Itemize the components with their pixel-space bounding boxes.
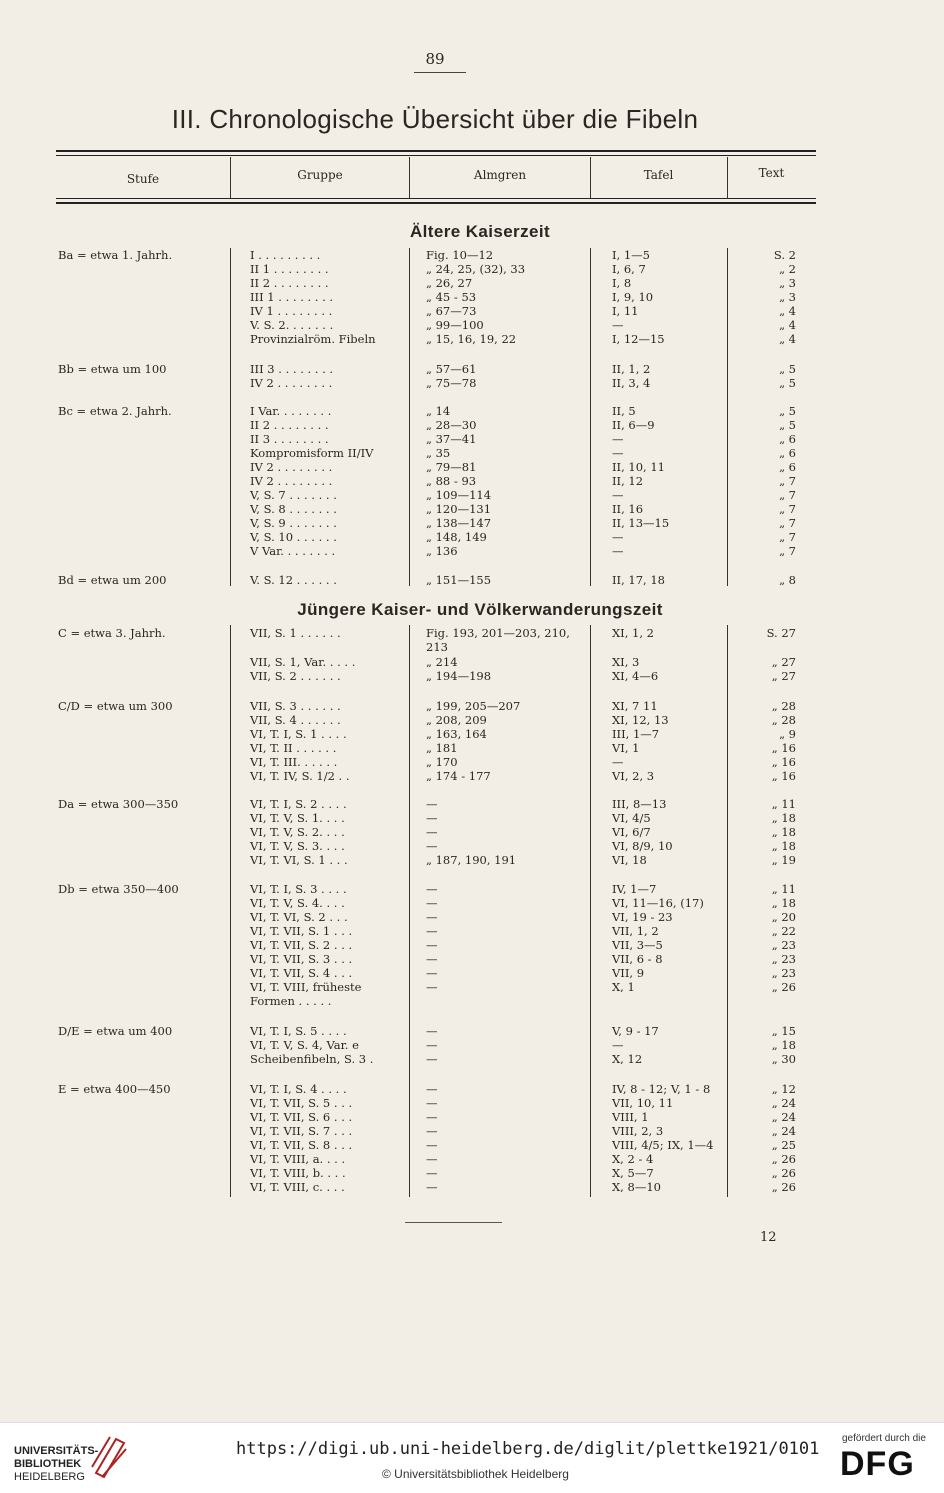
cell-tafel: VI, 11—16, (17) bbox=[612, 896, 704, 910]
cell-text: „ 22 bbox=[771, 924, 796, 938]
cell-almgren: — bbox=[426, 896, 438, 910]
cell-tafel: — bbox=[612, 530, 624, 544]
cell-almgren: — bbox=[426, 1166, 438, 1180]
cell-tafel: I, 8 bbox=[612, 276, 632, 290]
cell-almgren: — bbox=[426, 839, 438, 853]
cell-gruppe: I Var. . . . . . . . bbox=[250, 404, 332, 418]
cell-gruppe: VII, S. 1 . . . . . . bbox=[250, 626, 341, 640]
cell-text: „ 16 bbox=[771, 769, 796, 783]
cell-text: „ 18 bbox=[771, 811, 796, 825]
cell-almgren: — bbox=[426, 1096, 438, 1110]
library-line-2: BIBLIOTHEK bbox=[14, 1458, 82, 1470]
cell-stufe: Bd = etwa um 200 bbox=[58, 573, 167, 587]
cell-gruppe: VI, T. I, S. 3 . . . . bbox=[250, 882, 347, 896]
cell-tafel: II, 5 bbox=[612, 404, 636, 418]
cell-tafel: — bbox=[612, 446, 624, 460]
cell-gruppe: VI, T. V, S. 3. . . . bbox=[250, 839, 345, 853]
cell-text: „ 5 bbox=[779, 362, 796, 376]
cell-gruppe: VII, S. 4 . . . . . . bbox=[250, 713, 341, 727]
cell-almgren: „ 151—155 bbox=[426, 573, 492, 587]
cell-text: „ 7 bbox=[779, 544, 796, 558]
body-vsep-2a bbox=[409, 248, 410, 586]
cell-almgren: — bbox=[426, 1110, 438, 1124]
cell-almgren: „ 214 bbox=[426, 655, 458, 669]
cell-gruppe: V. S. 12 . . . . . . bbox=[250, 573, 337, 587]
col-header-gruppe: Gruppe bbox=[297, 168, 343, 182]
cell-text: „ 4 bbox=[779, 304, 796, 318]
cell-gruppe: V, S. 7 . . . . . . . bbox=[250, 488, 337, 502]
cell-gruppe: II 2 . . . . . . . . bbox=[250, 276, 329, 290]
cell-almgren: „ 57—61 bbox=[426, 362, 477, 376]
library-line-1: UNIVERSITÄTS- bbox=[14, 1445, 99, 1457]
cell-text: „ 6 bbox=[779, 446, 796, 460]
cell-tafel: VIII, 2, 3 bbox=[612, 1124, 664, 1138]
cell-text: „ 18 bbox=[771, 896, 796, 910]
cell-stufe: E = etwa 400—450 bbox=[58, 1082, 171, 1096]
cell-text: „ 23 bbox=[771, 952, 796, 966]
cell-gruppe: VII, S. 3 . . . . . . bbox=[250, 699, 341, 713]
cell-tafel: — bbox=[612, 488, 624, 502]
cell-gruppe: VI, T. VII, S. 6 . . . bbox=[250, 1110, 353, 1124]
cell-almgren: — bbox=[426, 1138, 438, 1152]
cell-text: „ 26 bbox=[771, 980, 796, 994]
cell-almgren: — bbox=[426, 882, 438, 896]
cell-tafel: II, 16 bbox=[612, 502, 644, 516]
cell-tafel: II, 17, 18 bbox=[612, 573, 665, 587]
cell-text: „ 15 bbox=[771, 1024, 796, 1038]
cell-text: „ 23 bbox=[771, 966, 796, 980]
cell-gruppe: VII, S. 1, Var. . . . . bbox=[250, 655, 356, 669]
cell-gruppe: VI, T. VII, S. 7 . . . bbox=[250, 1124, 353, 1138]
cell-text: S. 2 bbox=[773, 248, 796, 262]
cell-gruppe: VI, T. III. . . . . . bbox=[250, 755, 338, 769]
signature-number: 12 bbox=[760, 1230, 777, 1245]
cell-almgren: „ 163, 164 bbox=[426, 727, 487, 741]
body-vsep-1a bbox=[230, 248, 231, 586]
cell-tafel: II, 13—15 bbox=[612, 516, 670, 530]
cell-gruppe: Scheibenfibeln, S. 3 . bbox=[250, 1052, 374, 1066]
cell-tafel: II, 3, 4 bbox=[612, 376, 651, 390]
cell-gruppe: VI, T. VI, S. 2 . . . bbox=[250, 910, 348, 924]
cell-gruppe: VI, T. VIII, a. . . . bbox=[250, 1152, 346, 1166]
cell-text: „ 3 bbox=[779, 276, 796, 290]
cell-text: „ 7 bbox=[779, 530, 796, 544]
cell-tafel: VI, 8/9, 10 bbox=[612, 839, 673, 853]
cell-almgren: Fig. 193, 201—203, 210, bbox=[426, 626, 570, 640]
cell-stufe: C/D = etwa um 300 bbox=[58, 699, 173, 713]
cell-text: „ 20 bbox=[771, 910, 796, 924]
cell-almgren: „ 26, 27 bbox=[426, 276, 473, 290]
cell-gruppe: VI, T. VII, S. 8 . . . bbox=[250, 1138, 353, 1152]
cell-tafel: VII, 1, 2 bbox=[612, 924, 659, 938]
cell-tafel: VI, 6/7 bbox=[612, 825, 651, 839]
cell-tafel: VI, 18 bbox=[612, 853, 647, 867]
cell-text: „ 5 bbox=[779, 376, 796, 390]
cell-tafel: — bbox=[612, 1038, 624, 1052]
cell-almgren: „ 170 bbox=[426, 755, 458, 769]
cell-tafel: II, 6—9 bbox=[612, 418, 655, 432]
cell-almgren: „ 109—114 bbox=[426, 488, 492, 502]
cell-text: „ 16 bbox=[771, 741, 796, 755]
cell-stufe: D/E = etwa um 400 bbox=[58, 1024, 173, 1038]
header-vsep-1 bbox=[230, 157, 231, 199]
header-bottom-rule-thick bbox=[56, 202, 816, 204]
cell-almgren: — bbox=[426, 1024, 438, 1038]
body-vsep-2b bbox=[409, 625, 410, 1197]
cell-tafel: XI, 4—6 bbox=[612, 669, 659, 683]
cell-text: „ 4 bbox=[779, 332, 796, 346]
cell-gruppe: IV 2 . . . . . . . . bbox=[250, 474, 333, 488]
cell-tafel: X, 12 bbox=[612, 1052, 643, 1066]
cell-gruppe: III 3 . . . . . . . . bbox=[250, 362, 334, 376]
cell-tafel: I, 1—5 bbox=[612, 248, 650, 262]
cell-gruppe: VI, T. VII, S. 2 . . . bbox=[250, 938, 353, 952]
cell-gruppe: VI, T. VI, S. 1 . . . bbox=[250, 853, 348, 867]
cell-text: „ 27 bbox=[771, 655, 796, 669]
cell-almgren: — bbox=[426, 1038, 438, 1052]
cell-gruppe: Formen . . . . . bbox=[250, 994, 332, 1008]
cell-gruppe: VI, T. I, S. 1 . . . . bbox=[250, 727, 347, 741]
cell-almgren: — bbox=[426, 980, 438, 994]
cell-almgren: „ 194—198 bbox=[426, 669, 492, 683]
cell-text: „ 16 bbox=[771, 755, 796, 769]
body-vsep-3a bbox=[590, 248, 591, 586]
cell-tafel: III, 8—13 bbox=[612, 797, 667, 811]
cell-tafel: IV, 8 - 12; V, 1 - 8 bbox=[612, 1082, 711, 1096]
cell-tafel: II, 12 bbox=[612, 474, 644, 488]
cell-gruppe: VI, T. IV, S. 1/2 . . bbox=[250, 769, 350, 783]
cell-text: „ 28 bbox=[771, 699, 796, 713]
cell-gruppe: II 3 . . . . . . . . bbox=[250, 432, 329, 446]
cell-text: „ 7 bbox=[779, 474, 796, 488]
cell-tafel: — bbox=[612, 544, 624, 558]
cell-text: „ 19 bbox=[771, 853, 796, 867]
cell-text: „ 26 bbox=[771, 1152, 796, 1166]
col-header-tafel: Tafel bbox=[643, 168, 674, 182]
cell-almgren: — bbox=[426, 825, 438, 839]
cell-text: „ 18 bbox=[771, 1038, 796, 1052]
cell-text: „ 11 bbox=[771, 882, 796, 896]
cell-text: „ 7 bbox=[779, 516, 796, 530]
cell-almgren: „ 120—131 bbox=[426, 502, 492, 516]
cell-tafel: VI, 1 bbox=[612, 741, 640, 755]
cell-almgren: — bbox=[426, 1052, 438, 1066]
cell-text: „ 6 bbox=[779, 432, 796, 446]
cell-tafel: VII, 9 bbox=[612, 966, 645, 980]
header-bottom-rule-thin bbox=[56, 198, 816, 199]
cell-text: „ 23 bbox=[771, 938, 796, 952]
cell-text: „ 26 bbox=[771, 1166, 796, 1180]
col-header-text: Text bbox=[758, 166, 785, 180]
cell-almgren: „ 148, 149 bbox=[426, 530, 487, 544]
cell-tafel: III, 1—7 bbox=[612, 727, 660, 741]
cell-almgren: „ 187, 190, 191 bbox=[426, 853, 517, 867]
cell-tafel: XI, 1, 2 bbox=[612, 626, 654, 640]
cell-almgren: „ 174 - 177 bbox=[426, 769, 491, 783]
cell-tafel: — bbox=[612, 432, 624, 446]
cell-gruppe: VI, T. VIII, früheste bbox=[250, 980, 362, 994]
cell-gruppe: III 1 . . . . . . . . bbox=[250, 290, 334, 304]
cell-almgren: — bbox=[426, 1082, 438, 1096]
cell-tafel: — bbox=[612, 318, 624, 332]
header-vsep-4 bbox=[727, 157, 728, 199]
cell-gruppe: IV 2 . . . . . . . . bbox=[250, 460, 333, 474]
cell-tafel: X, 5—7 bbox=[612, 1166, 654, 1180]
cell-gruppe: VII, S. 2 . . . . . . bbox=[250, 669, 341, 683]
cell-text: „ 28 bbox=[771, 713, 796, 727]
cell-gruppe: II 2 . . . . . . . . bbox=[250, 418, 329, 432]
cell-gruppe: V, S. 9 . . . . . . . bbox=[250, 516, 337, 530]
cell-text: „ 12 bbox=[771, 1082, 796, 1096]
cell-almgren: „ 37—41 bbox=[426, 432, 477, 446]
cell-almgren: Fig. 10—12 bbox=[426, 248, 494, 262]
viewer-footer bbox=[0, 1422, 944, 1493]
cell-gruppe: VI, T. VII, S. 4 . . . bbox=[250, 966, 353, 980]
cell-gruppe: IV 1 . . . . . . . . bbox=[250, 304, 333, 318]
cell-text: „ 24 bbox=[771, 1096, 796, 1110]
cell-tafel: V, 9 - 17 bbox=[612, 1024, 659, 1038]
cell-text: „ 30 bbox=[771, 1052, 796, 1066]
cell-almgren: „ 181 bbox=[426, 741, 458, 755]
cell-text: „ 18 bbox=[771, 825, 796, 839]
cell-tafel: VI, 19 - 23 bbox=[612, 910, 673, 924]
cell-text: „ 18 bbox=[771, 839, 796, 853]
funded-by-label: gefördert durch die bbox=[842, 1433, 926, 1444]
cell-stufe: Ba = etwa 1. Jahrh. bbox=[58, 248, 173, 262]
cell-tafel: VII, 3—5 bbox=[612, 938, 663, 952]
cell-gruppe: VI, T. VII, S. 5 . . . bbox=[250, 1096, 353, 1110]
cell-almgren: „ 208, 209 bbox=[426, 713, 487, 727]
section-heading-aeltere-kaiserzeit: Ältere Kaiserzeit bbox=[409, 222, 551, 241]
cell-gruppe: VI, T. II . . . . . . bbox=[250, 741, 337, 755]
cell-tafel: XI, 12, 13 bbox=[612, 713, 669, 727]
cell-almgren: — bbox=[426, 952, 438, 966]
body-vsep-4a bbox=[727, 248, 728, 586]
cell-text: „ 9 bbox=[779, 727, 796, 741]
cell-tafel: I, 12—15 bbox=[612, 332, 665, 346]
cell-almgren: „ 67—73 bbox=[426, 304, 477, 318]
cell-tafel: IV, 1—7 bbox=[612, 882, 657, 896]
page-number: 89 bbox=[425, 50, 445, 68]
cell-gruppe: VI, T. VIII, b. . . . bbox=[250, 1166, 346, 1180]
cell-tafel: XI, 7 11 bbox=[612, 699, 658, 713]
cell-gruppe: VI, T. VII, S. 3 . . . bbox=[250, 952, 353, 966]
cell-text: „ 6 bbox=[779, 460, 796, 474]
cell-text: „ 7 bbox=[779, 488, 796, 502]
cell-gruppe: VI, T. V, S. 4. . . . bbox=[250, 896, 345, 910]
cell-almgren: „ 45 - 53 bbox=[426, 290, 477, 304]
cell-almgren: „ 79—81 bbox=[426, 460, 477, 474]
cell-gruppe: IV 2 . . . . . . . . bbox=[250, 376, 333, 390]
cell-almgren: — bbox=[426, 797, 438, 811]
cell-text: „ 7 bbox=[779, 502, 796, 516]
cell-text: „ 5 bbox=[779, 418, 796, 432]
body-vsep-3b bbox=[590, 625, 591, 1197]
dfg-logo[interactable]: DFG bbox=[840, 1445, 915, 1483]
cell-tafel: — bbox=[612, 755, 624, 769]
col-header-stufe: Stufe bbox=[126, 172, 160, 186]
cell-almgren: — bbox=[426, 1124, 438, 1138]
cell-tafel: I, 11 bbox=[612, 304, 639, 318]
cell-almgren: „ 15, 16, 19, 22 bbox=[426, 332, 517, 346]
cell-almgren: 213 bbox=[426, 640, 448, 654]
cell-gruppe: Provinzialröm. Fibeln bbox=[250, 332, 376, 346]
cell-almgren: „ 136 bbox=[426, 544, 458, 558]
cell-almgren: „ 28—30 bbox=[426, 418, 477, 432]
cell-text: „ 27 bbox=[771, 669, 796, 683]
cell-gruppe: VI, T. V, S. 2. . . . bbox=[250, 825, 345, 839]
cell-almgren: „ 88 - 93 bbox=[426, 474, 477, 488]
cell-stufe: Bc = etwa 2. Jahrh. bbox=[58, 404, 172, 418]
cell-gruppe: V Var. . . . . . . . bbox=[250, 544, 336, 558]
cell-almgren: „ 35 bbox=[426, 446, 451, 460]
cell-tafel: X, 2 - 4 bbox=[612, 1152, 654, 1166]
cell-gruppe: V. S. 2. . . . . . . bbox=[250, 318, 334, 332]
cell-text: „ 11 bbox=[771, 797, 796, 811]
cell-almgren: — bbox=[426, 1152, 438, 1166]
bottom-rule bbox=[405, 1222, 502, 1223]
cell-almgren: „ 75—78 bbox=[426, 376, 477, 390]
cell-text: „ 5 bbox=[779, 404, 796, 418]
cell-almgren: „ 138—147 bbox=[426, 516, 492, 530]
cell-almgren: „ 14 bbox=[426, 404, 451, 418]
cell-tafel: I, 9, 10 bbox=[612, 290, 654, 304]
permalink-url[interactable]: https://digi.ub.uni-heidelberg.de/diglit/plettke1921/0101 bbox=[236, 1439, 820, 1459]
university-library-logo[interactable] bbox=[14, 1445, 98, 1484]
cell-tafel: I, 6, 7 bbox=[612, 262, 646, 276]
cell-tafel: VIII, 1 bbox=[612, 1110, 649, 1124]
cell-tafel: VI, 4/5 bbox=[612, 811, 651, 825]
cell-almgren: „ 199, 205—207 bbox=[426, 699, 521, 713]
cell-text: „ 8 bbox=[779, 573, 796, 587]
cell-gruppe: VI, T. VII, S. 1 . . . bbox=[250, 924, 353, 938]
cell-gruppe: VI, T. V, S. 4, Var. e bbox=[250, 1038, 359, 1052]
cell-tafel: XI, 3 bbox=[612, 655, 640, 669]
cell-gruppe: I . . . . . . . . . bbox=[250, 248, 321, 262]
cell-almgren: — bbox=[426, 966, 438, 980]
cell-text: „ 4 bbox=[779, 318, 796, 332]
cell-tafel: VII, 10, 11 bbox=[612, 1096, 674, 1110]
cell-gruppe: VI, T. I, S. 2 . . . . bbox=[250, 797, 347, 811]
cell-gruppe: VI, T. V, S. 1. . . . bbox=[250, 811, 345, 825]
cell-text: „ 26 bbox=[771, 1180, 796, 1194]
cell-stufe: Bb = etwa um 100 bbox=[58, 362, 167, 376]
cell-gruppe: VI, T. I, S. 4 . . . . bbox=[250, 1082, 347, 1096]
cell-text: „ 2 bbox=[779, 262, 796, 276]
cell-text: „ 24 bbox=[771, 1124, 796, 1138]
cell-almgren: „ 99—100 bbox=[426, 318, 484, 332]
cell-text: „ 3 bbox=[779, 290, 796, 304]
col-header-almgren: Almgren bbox=[473, 168, 527, 182]
cell-tafel: VIII, 4/5; IX, 1—4 bbox=[612, 1138, 714, 1152]
cell-gruppe: Kompromisform II/IV bbox=[250, 446, 374, 460]
cell-almgren: — bbox=[426, 924, 438, 938]
cell-almgren: — bbox=[426, 811, 438, 825]
cell-tafel: VI, 2, 3 bbox=[612, 769, 655, 783]
cell-almgren: — bbox=[426, 1180, 438, 1194]
cell-gruppe: VI, T. VIII, c. . . . bbox=[250, 1180, 345, 1194]
cell-gruppe: V, S. 10 . . . . . . bbox=[250, 530, 337, 544]
page-number-underline bbox=[414, 72, 466, 73]
copyright-notice: © Universitätsbibliothek Heidelberg bbox=[382, 1467, 569, 1481]
section-heading-juengere-kaiserzeit: Jüngere Kaiser- und Völkerwanderungszeit bbox=[297, 600, 663, 619]
cell-tafel: II, 10, 11 bbox=[612, 460, 665, 474]
cell-almgren: — bbox=[426, 938, 438, 952]
cell-text: „ 25 bbox=[771, 1138, 796, 1152]
cell-tafel: X, 1 bbox=[612, 980, 635, 994]
cell-tafel: II, 1, 2 bbox=[612, 362, 651, 376]
cell-gruppe: II 1 . . . . . . . . bbox=[250, 262, 329, 276]
cell-gruppe: VI, T. I, S. 5 . . . . bbox=[250, 1024, 347, 1038]
cell-text: „ 24 bbox=[771, 1110, 796, 1124]
page-title: III. Chronologische Übersicht über die Fibeln bbox=[171, 104, 699, 134]
body-vsep-4b bbox=[727, 625, 728, 1197]
body-vsep-1b bbox=[230, 625, 231, 1197]
cell-almgren: — bbox=[426, 910, 438, 924]
header-top-rule-thick bbox=[56, 150, 816, 152]
library-line-3: HEIDELBERG bbox=[14, 1471, 85, 1483]
header-top-rule-thin bbox=[56, 155, 816, 156]
header-vsep-2 bbox=[409, 157, 410, 199]
header-vsep-3 bbox=[590, 157, 591, 199]
cell-text: S. 27 bbox=[766, 626, 796, 640]
cell-stufe: Db = etwa 350—400 bbox=[58, 882, 179, 896]
cell-tafel: X, 8—10 bbox=[612, 1180, 661, 1194]
cell-tafel: VII, 6 - 8 bbox=[612, 952, 663, 966]
cell-gruppe: V, S. 8 . . . . . . . bbox=[250, 502, 337, 516]
cell-almgren: „ 24, 25, (32), 33 bbox=[426, 262, 526, 276]
cell-stufe: Da = etwa 300—350 bbox=[58, 797, 179, 811]
cell-stufe: C = etwa 3. Jahrh. bbox=[58, 626, 166, 640]
